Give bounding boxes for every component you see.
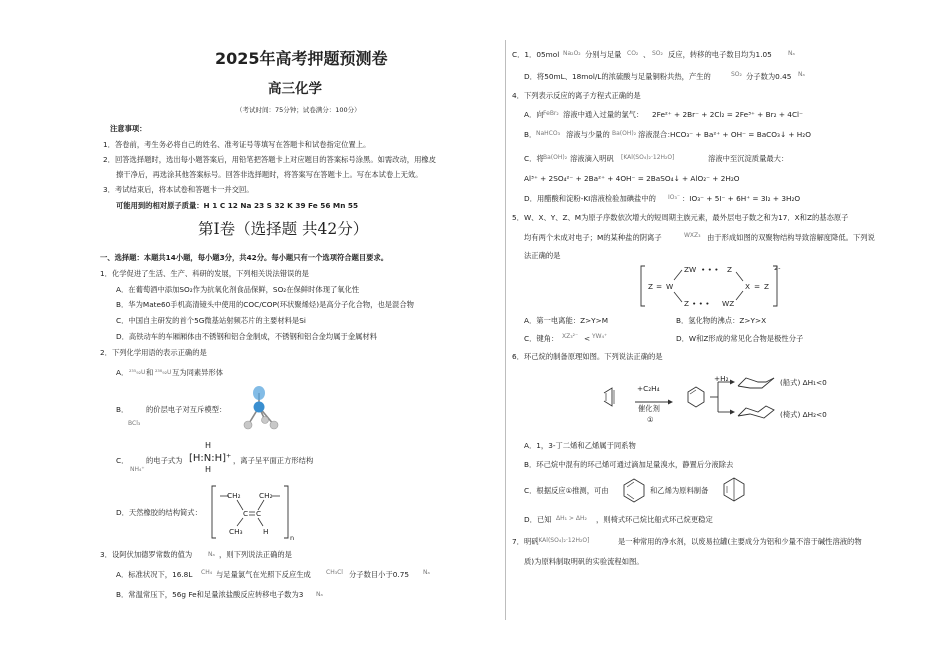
q3-option-d-post: 分子数为0.45 [746, 72, 792, 81]
q1-option-d: D．高铁动车的车厢厢体由不锈钢和铝合金制成，不锈钢和铝合金均属于金属材料 [116, 332, 378, 341]
q2-option-b-text: 的价层电子对互斥模型： [146, 405, 227, 414]
q4-option-c-mid: 溶液滴入明矾 [570, 154, 614, 163]
q2-option-b-label: B． [116, 405, 129, 414]
q2-option-d-label: D．天然橡胶的结构简式： [116, 508, 202, 517]
q4-option-a-pre: A．向 [524, 110, 544, 119]
rubber-ch3: CH₃ [229, 527, 243, 536]
q5-w-left: W [666, 282, 674, 291]
q2-lewis-h-bottom: H [205, 465, 212, 474]
q1-stem: 1．化学促进了生活、生产、科研的发展，下列相关说法错误的是 [100, 269, 309, 278]
note-1: 1．答卷前，考生务必将自己的姓名、准考证号等填写在答题卡和试卷指定位置上。 [103, 140, 371, 149]
q4-option-c-equation: Al³⁺ + 2SO₄²⁻ + 2Ba²⁺ + 4OH⁻ = 2BaSO₄↓ + AlO₂⁻ + 2H₂O [524, 174, 740, 183]
q2-nh4-formula: NH₄⁺ [130, 466, 145, 473]
part1-heading: 第Ⅰ卷（选择题 共42分） [198, 220, 369, 238]
q6d-delta-h: ΔH₁ > ΔH₂ [556, 515, 587, 522]
q3-stem-pre: 3．设阿伏加德罗常数的值为 [100, 550, 193, 559]
rubber-h: H [263, 527, 269, 536]
q6-step: ① [647, 415, 654, 424]
exam-title: 2025年高考押题预测卷 [215, 49, 388, 68]
q5-stem-line2-post: 由于形成如图的双聚物结构导致溶解度降低。下列说 [707, 233, 875, 242]
q3d-so2: SO₂ [731, 71, 742, 78]
vsepr-model-image [240, 385, 288, 433]
q6-option-b: B．环己烷中混有的环己烯可通过滴加足量溴水，静置后分液除去 [524, 460, 734, 469]
q4-option-c-post: 溶液中至沉淀质量最大： [708, 154, 789, 163]
q6-option-c-pre: C．根据反应①推测，可由 [524, 486, 609, 495]
notes-heading: 注意事项： [110, 124, 147, 133]
q1-option-c: C．中国自主研发的首个5G微基站射频芯片的主要材料是Si [116, 316, 306, 325]
exam-subtitle: 高三化学 [268, 81, 322, 97]
q7-alum: [KAl(SO₄)₂·12H₂O] [536, 537, 590, 544]
q4-option-a-equation: 2Fe²⁺ + 2Br⁻ + 2Cl₂ = 2Fe³⁺ + Br₂ + 4Cl⁻ [652, 110, 803, 119]
q5-dots-bottom: • • • [692, 299, 710, 308]
q3c-sep: 、 [643, 50, 651, 59]
q3-stem-post: ，则下列说法正确的是 [219, 550, 292, 559]
q3-ch4: CH₄ [201, 569, 213, 576]
q5-option-a: A．第一电离能：Z>Y>M [524, 316, 609, 325]
q3-option-a-na: Nₐ [423, 569, 430, 576]
note-2-cont: 擦干净后，再选涂其他答案标号。回答非选择题时，将答案写在答题卡上。写在本试卷上无效。 [116, 170, 423, 179]
q2-option-a-label: A． [116, 368, 129, 377]
q5-option-d: D．W和Z形成的常见化合物是极性分子 [676, 334, 804, 343]
q5c-xz3: XZ₃²⁻ [562, 333, 579, 340]
q3-option-b: B．常温常压下，56g Fe和足量浓盐酸反应转移电子数为3 [116, 590, 304, 599]
q4-option-b-equation: HCO₃⁻ + Ba²⁺ + OH⁻ = BaCO₃↓ + H₂O [670, 130, 811, 139]
q5c-yw4: YW₄⁺ [592, 333, 608, 340]
q4-option-a-mid: 溶液中通入过量的氯气： [563, 110, 644, 119]
q3-option-c-pre: C．1．05mol [512, 50, 560, 59]
rubber-n: n [290, 534, 295, 542]
q5-option-b: B．氢化物的沸点：Z>Y>X [676, 316, 767, 325]
q3c-na2o2: Na₂O₂ [563, 50, 581, 57]
q4d-io3: IO₃⁻ [668, 194, 681, 201]
q3-option-c-mid: 分别与足量 [585, 50, 622, 59]
q6-h2: +H₂ [714, 374, 729, 383]
q2-isotope-238: ²³⁸₉₂U [155, 369, 172, 376]
butadiene-structure [604, 388, 614, 406]
q2-option-c-label: C． [116, 456, 129, 465]
q5-option-c-pre: C．键角： [524, 334, 559, 343]
q6-chair-label: (椅式) ΔH₂<0 [780, 410, 827, 419]
q4-option-d-equation: ：IO₃⁻ + 5I⁻ + 6H⁺ = 3I₂ + 3H₂O [682, 194, 801, 203]
q5-stem-line3: 法正确的是 [524, 251, 561, 260]
q1-option-b: B．华为Mate60手机高清镜头中使用的COC/COP(环状聚烯烃)是高分子化合物，也是混合物 [116, 300, 414, 309]
q3c-co2: CO₂ [627, 50, 639, 57]
q3-option-b-na: Nₐ [316, 591, 323, 598]
exam-info: （考试时间：75分钟；试卷满分：100分） [236, 106, 361, 114]
q2-option-a-text: 互为同素异形体 [172, 368, 224, 377]
q5-charge: 2- [774, 264, 781, 272]
note-2: 2．回答选择题时，选出每小题答案后，用铅笔把答题卡上对应题目的答案标号涂黑。如需改动，用橡皮 [103, 155, 436, 164]
q3-option-d-pre: D．将50mL、18mol/L的浓硫酸与足量铜粉共热，产生的 [524, 72, 711, 81]
q4-option-b-mid2: 溶液混合： [638, 130, 675, 139]
q5-wz: WZ [722, 299, 735, 308]
q2-lewis-structure: [H:N:H]⁺ [189, 453, 232, 464]
q4-option-b-mid: 溶液与少量的 [566, 130, 610, 139]
q5-anion: WXZ₃ [684, 232, 701, 239]
q5-zw: ZW [684, 265, 697, 274]
q1-option-a: A．在葡萄酒中添加SO₂作为抗氧化剂食品保鲜，SO₂在保鲜时体现了氧化性 [116, 285, 360, 294]
rubber-ch2-right: CH₂ [259, 491, 273, 500]
q5-z-left: Z [648, 282, 653, 291]
q7-stem-line2: 质)为原料制取明矾的实验流程如图。 [524, 557, 644, 566]
q4-stem: 4．下列表示反应的离子方程式正确的是 [512, 91, 641, 100]
q3-option-c-post: 反应，转移的电子数目均为1.05 [668, 50, 772, 59]
q5-stem-line2-pre: 均有两个未成对电子；M的某种盐的阴离子 [524, 233, 662, 242]
q6-catalyst: 催化剂 [638, 404, 660, 413]
q4-option-d-pre: D．用醋酸和淀粉-KI溶液检验加碘盐中的 [524, 194, 656, 203]
q3d-na: Nₐ [798, 71, 805, 78]
q3c-na: Nₐ [788, 50, 795, 57]
q4c-alum: [KAl(SO₄)₂·12H₂O] [621, 154, 675, 161]
q2-and: 和 [146, 368, 154, 377]
q5-double-bond-left: = [656, 282, 663, 291]
q2-bcl3-formula: BCl₃ [128, 420, 141, 427]
q4-option-b-pre: B． [524, 130, 537, 139]
q6-reagent: +C₂H₄ [637, 384, 660, 393]
q3-ch3cl: CH₃Cl [326, 569, 343, 576]
q2-option-c-text: ，离子呈平面正方形结构 [233, 456, 314, 465]
q6-option-d-pre: D．已知 [524, 515, 552, 524]
q7-stem-post: 是一种常用的净水剂，以废易拉罐(主要成分为铝和少量不溶于碱性溶液的物 [618, 537, 862, 546]
q7-stem-pre: 7．明矾 [512, 537, 539, 546]
q2-isotope-235: ²³⁵₉₂U [129, 369, 146, 376]
q5-x-right: X [745, 282, 750, 291]
q6-option-c-post: 和乙烯为原料制备 [650, 486, 709, 495]
q5-double-bond-right: = [754, 282, 761, 291]
q3-option-a-pre: A．标准状况下，16.8L [116, 570, 193, 579]
q2-stem: 2．下列化学用语的表示正确的是 [100, 348, 207, 357]
q3-option-a-mid: 与足量氯气在光照下反应生成 [216, 570, 311, 579]
q6-option-a: A．1，3-丁二烯和乙烯属于同系物 [524, 441, 636, 450]
q3c-so2: SO₂ [652, 50, 663, 57]
q6-option-d-post: ，则椅式环己烷比船式环己烷更稳定 [596, 515, 713, 524]
rubber-c-left: C [243, 509, 249, 518]
q5-dots-top: • • • [701, 265, 719, 274]
q3-option-a-post: 分子数目小于0.75 [349, 570, 410, 579]
rubber-ch2-left: CH₂ [227, 491, 241, 500]
q5c-lt: < [584, 334, 591, 343]
q4b-baoh2: Ba(OH)₂ [612, 130, 637, 137]
q2-lewis-h-top: H [205, 441, 212, 450]
q2-option-c-mid: 的电子式为 [146, 456, 183, 465]
atomic-masses: 可能用到的相对原子质量：H 1 C 12 Na 23 S 32 K 39 Fe 56 Mn 55 [116, 201, 359, 210]
q5-z-bottom: Z [684, 299, 689, 308]
q6-stem: 6．环己烷的制备原理如图。下列说法正确的是 [512, 352, 663, 361]
q4a-febr2: FeBr₂ [543, 110, 559, 117]
rubber-c-right: C [256, 509, 262, 518]
q5-z-right: Z [764, 282, 769, 291]
cyclohexadiene-structure [620, 476, 650, 504]
note-3: 3．考试结束后，将本试卷和答题卡一并交回。 [103, 185, 254, 194]
bicyclic-product-structure [720, 474, 750, 504]
q5-stem-line1: 5．W、X、Y、Z、M为原子序数依次增大的短周期主族元素，最外层电子数之和为17．X和Z的基态原子 [512, 213, 849, 222]
q4-option-c-pre: C．将 [524, 154, 544, 163]
natural-rubber-structure [210, 484, 295, 542]
q4c-baoh2: Ba(OH)₂ [543, 154, 568, 161]
q5-z-top: Z [727, 265, 732, 274]
q3-na-symbol: Nₐ [208, 551, 215, 558]
q4b-nahco3: NaHCO₃ [536, 130, 560, 137]
q6-boat-label: (船式) ΔH₁<0 [780, 378, 827, 387]
part1-instruction: 一、选择题：本题共14小题，每小题3分，共42分。每小题只有一个选项符合题目要求。 [100, 253, 389, 262]
column-divider [505, 40, 506, 620]
